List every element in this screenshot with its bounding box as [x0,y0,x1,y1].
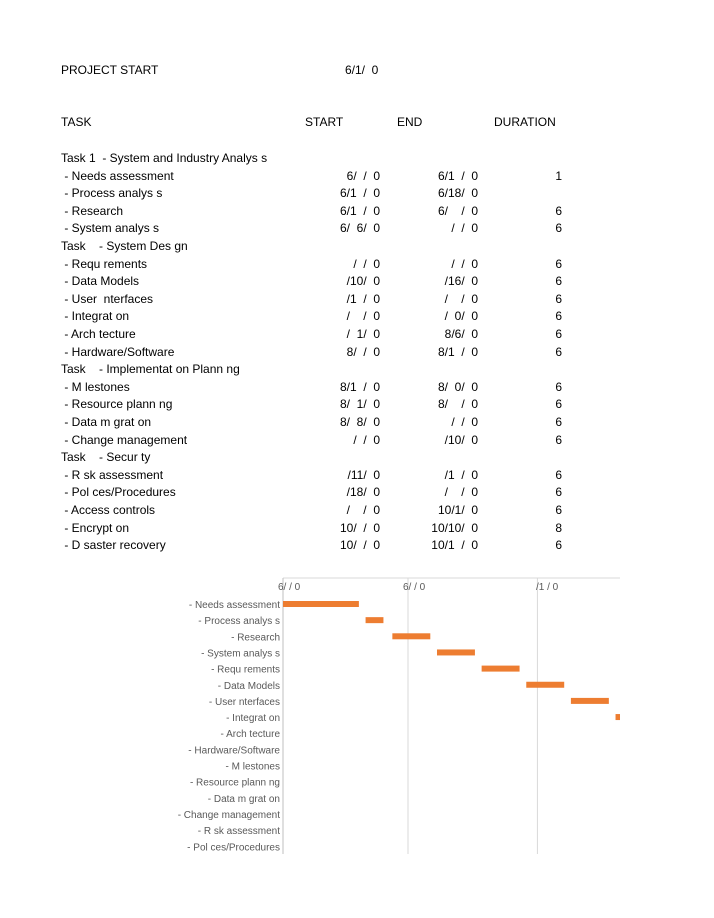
task-name: - R sk assessment [61,467,164,482]
task-end: / / 0 [451,221,478,236]
project-start-value: 6/1/ 0 [345,63,379,77]
task-duration: 6 [555,432,562,447]
project-start-label: PROJECT START [61,63,159,77]
task-start: / / 0 [346,503,380,517]
task-start: 6/ 6/ 0 [339,221,380,236]
task-duration: 6 [555,256,562,271]
task-end: 8/6/ 0 [444,327,478,341]
gantt-bar [571,698,609,704]
header-start: START [305,115,344,129]
gantt-bar [526,682,564,688]
task-end: /16/ 0 [444,274,478,289]
task-name: - M lestones [61,379,130,394]
task-start: 6/ / 0 [346,168,380,183]
task-start: 8/ 1/ 0 [339,397,380,412]
task-duration: 6 [555,503,562,517]
category-label: - Integrat on [226,713,280,725]
task-name: - System analys s [61,221,160,236]
task-start: /18/ 0 [346,485,380,500]
task-start: /1 / 0 [346,291,380,306]
task-name: - Arch tecture [61,327,136,341]
category-label: - Pol ces/Procedures [187,842,280,854]
gantt-bar [616,714,620,720]
task-duration: 6 [555,379,562,394]
task-duration: 6 [555,327,562,341]
task-duration: 6 [555,344,562,359]
task-name: - Process analys s [61,186,163,201]
task-name: - Hardware/Software [61,344,175,359]
task-end: 8/1 / 0 [437,344,478,359]
task-start: 10/ / 0 [339,520,380,535]
x-tick-label: /1 / 0 [536,582,559,593]
task-end: / / 0 [444,291,478,306]
task-start: / / 0 [346,309,380,324]
category-label: - R sk assessment [197,826,280,838]
task-start: /11/ 0 [347,467,380,482]
gantt-bar [283,601,359,607]
gantt-bar [437,649,475,655]
task-name: Task - Secur ty [61,450,151,465]
task-name: - Change management [61,432,188,447]
task-name: - Resource plann ng [61,397,173,412]
task-end: 6/18/ 0 [437,186,478,201]
task-start: / 1/ 0 [346,327,380,341]
task-end: / 0/ 0 [444,309,478,324]
x-tick-label: 6/ / 0 [278,582,301,593]
task-name: Task - Implementat on Plann ng [61,362,240,377]
task-start: / / 0 [353,256,380,271]
task-name: - Data Models [61,274,140,289]
task-name: - Integrat on [61,309,130,324]
task-name: - Access controls [61,503,156,517]
task-name: - Pol ces/Procedures [61,485,176,500]
task-end: 6/ / 0 [437,203,478,218]
task-end: /1 / 0 [444,467,478,482]
header-duration: DURATION [494,115,556,129]
category-label: - M lestones [225,761,280,773]
gantt-bar [366,617,384,623]
category-label: - Resource plann ng [189,777,280,789]
category-label: - System analys s [201,648,280,660]
task-end: /10/ 0 [444,432,478,447]
task-end: 10/10/ 0 [431,520,478,535]
task-start: 8/1 / 0 [339,379,380,394]
task-duration: 6 [555,415,562,429]
task-duration: 6 [555,467,562,482]
gantt-bar [482,666,520,672]
task-end: 6/1 / 0 [437,168,478,183]
task-end: / / 0 [451,256,478,271]
task-name: Task - System Des gn [61,239,188,253]
category-label: - Research [231,632,280,644]
category-label: - Arch tecture [220,729,280,741]
task-duration: 6 [555,203,562,218]
category-label: - Needs assessment [188,600,280,611]
task-start: 6/1 / 0 [339,203,380,218]
category-label: - User nterfaces [208,696,280,708]
task-end: 8/ 0/ 0 [437,379,478,394]
task-duration: 1 [555,168,562,183]
task-start: 8/ / 0 [346,344,380,359]
task-start: 8/ 8/ 0 [339,415,380,429]
header-task: TASK [61,115,92,129]
task-duration: 8 [555,520,562,535]
task-duration: 6 [555,485,562,500]
task-start: 10/ / 0 [339,538,380,553]
category-label: - Change management [177,809,280,821]
task-name: - User nterfaces [61,291,154,306]
task-name: - Data m grat on [61,415,152,429]
task-duration: 6 [555,291,562,306]
header-end: END [397,115,423,129]
task-start: 6/1 / 0 [339,186,380,201]
x-tick-label: 6/ / 0 [403,582,426,593]
task-duration: 6 [555,221,562,236]
task-end: 10/1 / 0 [431,538,478,553]
category-label: - Requ rements [211,664,280,676]
task-duration: 6 [555,274,562,289]
task-start: / / 0 [353,432,380,447]
gantt-chart [158,574,620,854]
task-start: /10/ 0 [346,274,380,289]
task-end: / / 0 [451,415,478,429]
task-end: 8/ / 0 [437,397,478,412]
category-label: - Process analys s [198,616,280,628]
task-name: - Encrypt on [61,520,130,535]
task-end: / / 0 [444,485,478,500]
task-name: Task 1 - System and Industry Analys s [61,151,268,165]
task-name: - D saster recovery [61,538,166,553]
task-duration: 6 [555,397,562,412]
task-name: - Needs assessment [61,168,174,183]
category-label: - Data Models [217,680,280,692]
category-label: - Hardware/Software [188,745,280,757]
category-label: - Data m grat on [207,793,280,805]
task-name: - Requ rements [61,256,148,271]
task-end: 10/1/ 0 [437,503,478,517]
task-duration: 6 [555,538,562,553]
gantt-bar [392,633,430,639]
task-name: - Research [61,203,124,218]
task-duration: 6 [555,309,562,324]
